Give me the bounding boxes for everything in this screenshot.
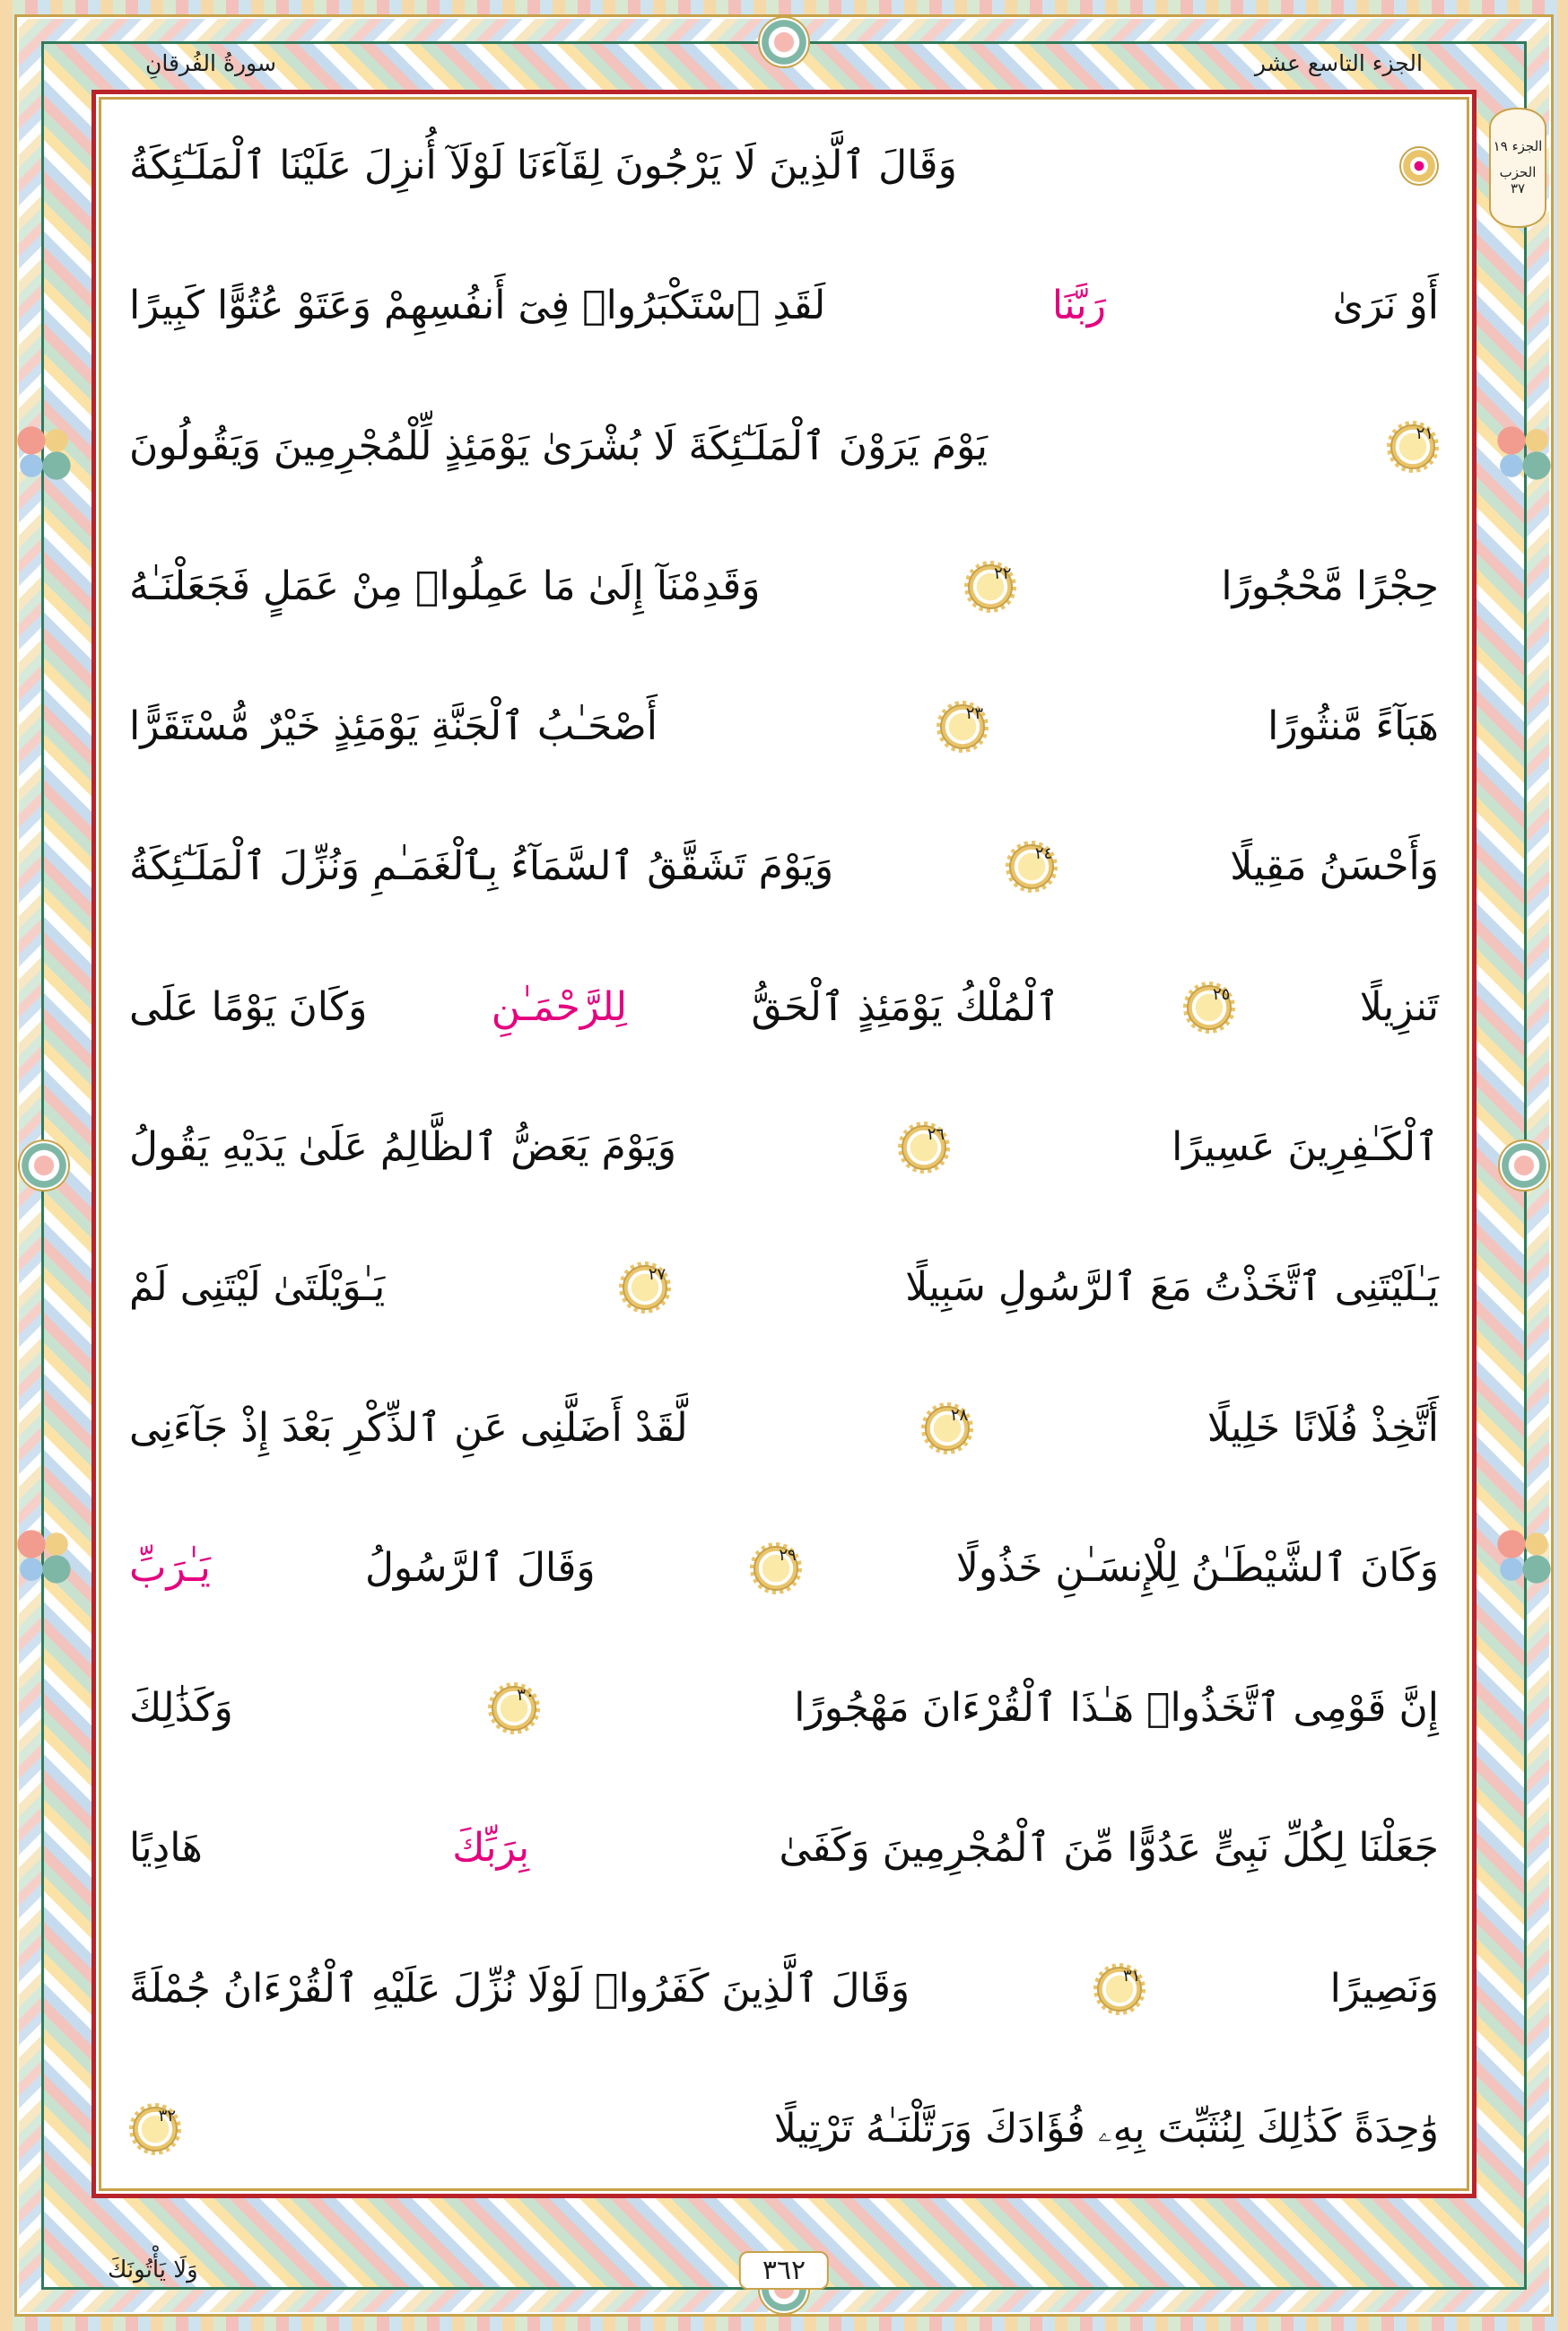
ayah-number-marker[interactable]: ٣٠ [492,1686,536,1731]
quran-text: أَصْحَـٰبُ ٱلْجَنَّةِ يَوْمَئِذٍ خَيْرٌ مُّسْتَقَرًّا [129,703,658,750]
quran-line [129,267,1439,345]
quran-text: وَيَوْمَ يَعَضُّ ٱلظَّالِمُ عَلَىٰ يَدَيْهِ يَقُولُ [129,1123,677,1170]
quran-text: وَيَوْمَ تَشَقَّقُ ٱلسَّمَآءُ بِٱلْغَمَـٰمِ وَنُزِّلَ ٱلْمَلَـٰٓئِكَةُ [129,843,834,890]
hizb-number: الحزب ٣٧ [1499,163,1537,197]
quran-text: تَنزِيلًا [1359,983,1439,1030]
quran-text: وَكَانَ ٱلشَّيْطَـٰنُ لِلْإِنسَـٰنِ خَذُولًا [955,1544,1439,1591]
ayah-number-marker[interactable]: ٣٢ [133,2107,178,2152]
ayah-number-marker[interactable]: ٢٧ [623,1265,667,1310]
quran-text-body [118,118,1450,2173]
quran-line [129,2091,1439,2168]
quran-line [129,1249,1439,1326]
quran-line [129,1530,1439,1607]
quran-text: ٱلْمُلْكُ يَوْمَئِذٍ ٱلْحَقُّ [751,983,1059,1030]
ayah-number-marker[interactable]: ٢٣ [940,704,985,749]
tajweed-highlight-text: بِرَبِّكَ [452,1825,530,1872]
ayah-number-marker[interactable]: ٢٤ [1009,844,1054,889]
border-floral-left-lower [13,1525,75,1588]
quran-line [129,548,1439,625]
quran-line [129,408,1439,485]
quran-text: وَقَالَ ٱلَّذِينَ لَا يَرْجُونَ لِقَآءَنَا لَوْلَآ أُنزِلَ عَلَيْنَا ٱلْمَلَـٰٓئِكَةُ [129,143,957,188]
quran-line [129,688,1439,765]
page-footer [108,2243,1460,2297]
border-floral-right-lower [1493,1525,1555,1588]
ayah-number-marker[interactable]: ٢٩ [754,1546,798,1591]
tajweed-highlight-text: يَـٰرَبِّ [129,1544,211,1591]
ayah-number-marker[interactable]: ٣١ [1097,1967,1142,2012]
tajweed-highlight-text: رَبَّنَا [1051,283,1106,329]
surah-label: سورةُ الفُرقانِ [145,49,276,76]
ayah-number-marker[interactable]: ٢٦ [902,1125,946,1170]
border-medallion-top [758,16,810,68]
quran-line [129,828,1439,905]
ayah-number-marker[interactable]: ٢١ [1390,424,1435,469]
quran-text: وَقَالَ ٱلرَّسُولُ [364,1544,596,1591]
quran-text: حِجْرًا مَّحْجُورًا [1221,563,1439,609]
border-floral-left-upper [13,422,75,485]
ruku-rosette-icon [1399,146,1439,186]
quran-line [129,969,1439,1046]
border-medallion-left [18,1139,70,1192]
page-number: ٣٦٢ [739,2251,829,2290]
border-floral-right-upper [1493,422,1555,485]
quran-text: يَـٰوَيْلَتَىٰ لَيْتَنِى لَمْ [129,1264,386,1311]
quran-text: يَـٰلَيْتَنِى ٱتَّخَذْتُ مَعَ ٱلرَّسُولِ سَبِيلًا [905,1264,1439,1311]
quran-text: لَّقَدْ أَضَلَّنِى عَنِ ٱلذِّكْرِ بَعْدَ إِذْ جَآءَنِى [129,1404,688,1451]
quran-text: وَٰحِدَةً كَذَٰلِكَ لِنُثَبِّتَ بِهِۦ فُؤَادَكَ وَرَتَّلْنَـٰهُ تَرْتِيلًا [773,2105,1439,2152]
quran-text: لَقَدِ ٱسْتَكْبَرُوا۟ فِىٓ أَنفُسِهِمْ وَعَتَوْ عُتُوًّا كَبِيرًا [129,283,826,329]
catchword: وَلَا يَأْتُونَكَ [108,2257,198,2283]
quran-text: أَتَّخِذْ فُلَانًا خَلِيلًا [1206,1404,1439,1451]
quran-text: وَنَصِيرًا [1329,1965,1439,2012]
quran-text: وَأَحْسَنُ مَقِيلًا [1230,843,1439,890]
quran-line [129,1109,1439,1186]
quran-text: ٱلْكَـٰفِرِينَ عَسِيرًا [1172,1123,1439,1170]
quran-text: إِنَّ قَوْمِى ٱتَّخَذُوا۟ هَـٰذَا ٱلْقُرْءَانَ مَهْجُورًا [794,1685,1439,1732]
ayah-number-marker[interactable]: ٢٥ [1187,985,1232,1030]
quran-text: يَوْمَ يَرَوْنَ ٱلْمَلَـٰٓئِكَةَ لَا بُشْرَىٰ يَوْمَئِذٍ لِّلْمُجْرِمِينَ وَيَقُولُونَ [129,423,989,469]
quran-line [129,1670,1439,1747]
quran-text: هَبَآءً مَّنثُورًا [1267,703,1439,750]
quran-text: أَوْ نَرَىٰ [1332,283,1439,329]
quran-text: وَقَالَ ٱلَّذِينَ كَفَرُوا۟ لَوْلَا نُزِّلَ عَلَيْهِ ٱلْقُرْءَانُ جُمْلَةً [129,1965,910,2012]
quran-text: جَعَلْنَا لِكُلِّ نَبِىٍّ عَدُوًّا مِّنَ ٱلْمُجْرِمِينَ وَكَفَىٰ [779,1825,1439,1872]
ayah-number-marker[interactable]: ٢٢ [968,564,1013,609]
quran-text: وَقَدِمْنَآ إِلَىٰ مَا عَمِلُوا۟ مِنْ عَمَلٍ فَجَعَلْنَـٰهُ [129,563,761,609]
quran-line [129,1951,1439,2028]
quran-text: وَكَانَ يَوْمًا عَلَى [129,983,368,1030]
juz-label: الجزء التاسع عشر [1254,49,1423,76]
juz-number: الجزء ١٩ [1493,137,1543,154]
quran-line [129,1390,1439,1467]
quran-text: وَكَذَٰلِكَ [129,1685,233,1732]
juz-hizb-marker [1489,108,1546,228]
ayah-number-marker[interactable]: ٢٨ [925,1406,970,1451]
quran-text: هَادِيًا [129,1825,203,1872]
quran-line [129,1810,1439,1887]
quran-line [129,127,1439,205]
border-medallion-right [1498,1139,1550,1192]
tajweed-highlight-text: لِلرَّحْمَـٰنِ [491,983,628,1030]
